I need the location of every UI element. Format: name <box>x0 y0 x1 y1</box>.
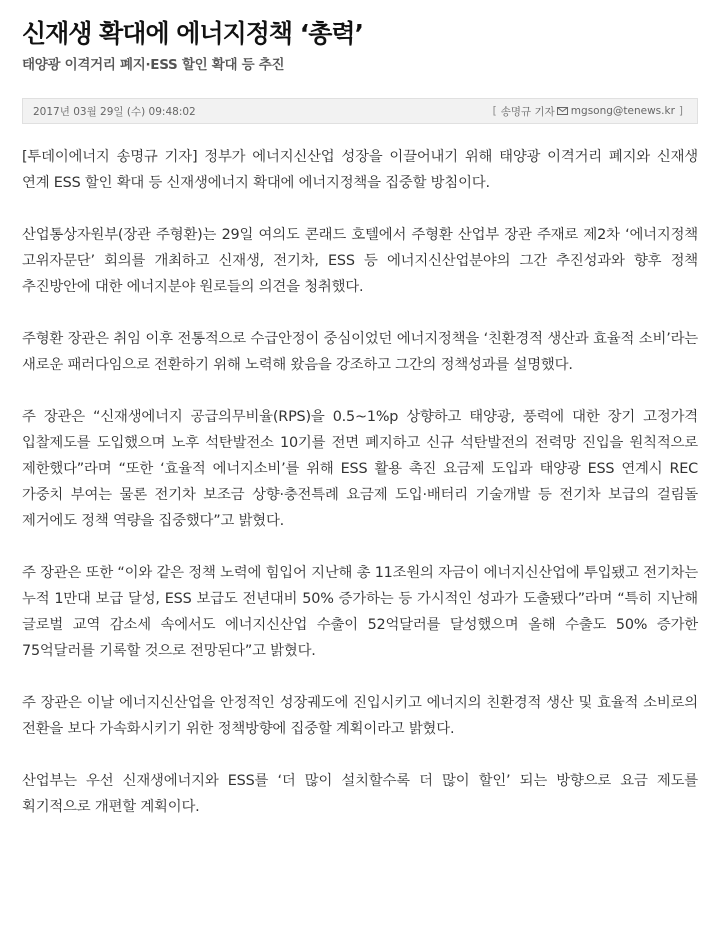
headline: 신재생 확대에 에너지정책 ‘총력’ <box>22 19 364 48</box>
paragraph: 산업부는 우선 신재생에너지와 ESS를 ‘더 많이 설치할수록 더 많이 할인’ 되는 방향으로 요금 제도를 획기적으로 개편할 계획이다. <box>22 773 698 815</box>
article-info-bar <box>22 98 698 124</box>
article-body <box>22 144 698 820</box>
byline <box>489 104 687 119</box>
paragraph: [투데이에너지 송명규 기자] 정부가 에너지신산업 성장을 이끌어내기 위해 태양광 이격거리 폐지와 신재생 연계 ESS 할인 확대 등 신재생에너지 확대에 에너지정책을 집중할 방침이다. <box>22 149 698 191</box>
paragraph: 산업통상자원부(장관 주형환)는 29일 여의도 콘래드 호텔에서 주형환 산업부 장관 주재로 제2차 ‘에너지정책 고위자문단’ 회의를 개최하고 신재생, 전기차, ESS 등 에너지신산업분야의 그간 추진성과와 향후 정책 추진방안에 대한 에너지분야 원로들의 의견을 청취했다. <box>22 227 698 295</box>
envelope-icon <box>557 107 568 115</box>
paragraph: 주 장관은 “신재생에너지 공급의무비율(RPS)을 0.5~1%p 상향하고 태양광, 풍력에 대한 장기 고정가격 입찰제도를 도입했으며 노후 석탄발전소 10기를 전면 폐지하고 신규 석탄발전의 전력망 진입을 원칙적으로 제한했다”라며 “또한 ‘효율적 에너지소비’를 위해 ESS 활용 촉진 요금제 도입과 태양광 ESS 연계시 REC 가중치 부여는 물론 전기차 보조금 상향·충전특례 요금제 도입·배터리 기술개발 등 전기차 보급의 걸림돌 제거에도 정책 역량을 집중했다”고 밝혔다. <box>22 409 698 529</box>
author-name: 송명규 기자 <box>500 105 555 118</box>
bracket-close: ] <box>678 105 683 117</box>
paragraph: 주 장관은 또한 “이와 같은 정책 노력에 힘입어 지난해 총 11조원의 자금이 에너지신산업에 투입됐고 전기차는 누적 1만대 보급 달성, ESS 보급도 전년대비 50% 증가하는 등 가시적인 성과가 도출됐다”라며 “특히 지난해 글로벌 교역 감소세 속에서도 에너지신산업 수출이 52억달러를 달성했으며 올해 수출도 50% 증가한 75억달러를 기록할 것으로 전망된다”고 밝혔다. <box>22 565 698 659</box>
article <box>22 0 698 846</box>
bracket-open: [ <box>492 105 497 117</box>
subtitle: 태양광 이격거리 폐지·ESS 할인 확대 등 추진 <box>22 57 285 73</box>
paragraph: 주 장관은 이날 에너지신산업을 안정적인 성장궤도에 진입시키고 에너지의 친환경적 생산 및 효율적 소비로의 전환을 보다 가속화시키기 위한 정책방향에 집중할 계획이라고 밝혔다. <box>22 695 698 737</box>
paragraph: 주형환 장관은 취임 이후 전통적으로 수급안정이 중심이었던 에너지정책을 ‘친환경적 생산과 효율적 소비’라는 새로운 패러다임으로 전환하기 위해 노력해 왔음을 강조하고 그간의 정책성과를 설명했다. <box>22 331 698 373</box>
publish-datetime: 2017년 03월 29일 (수) 09:48:02 <box>33 105 196 118</box>
author-email[interactable]: mgsong@tenews.kr <box>570 105 675 117</box>
